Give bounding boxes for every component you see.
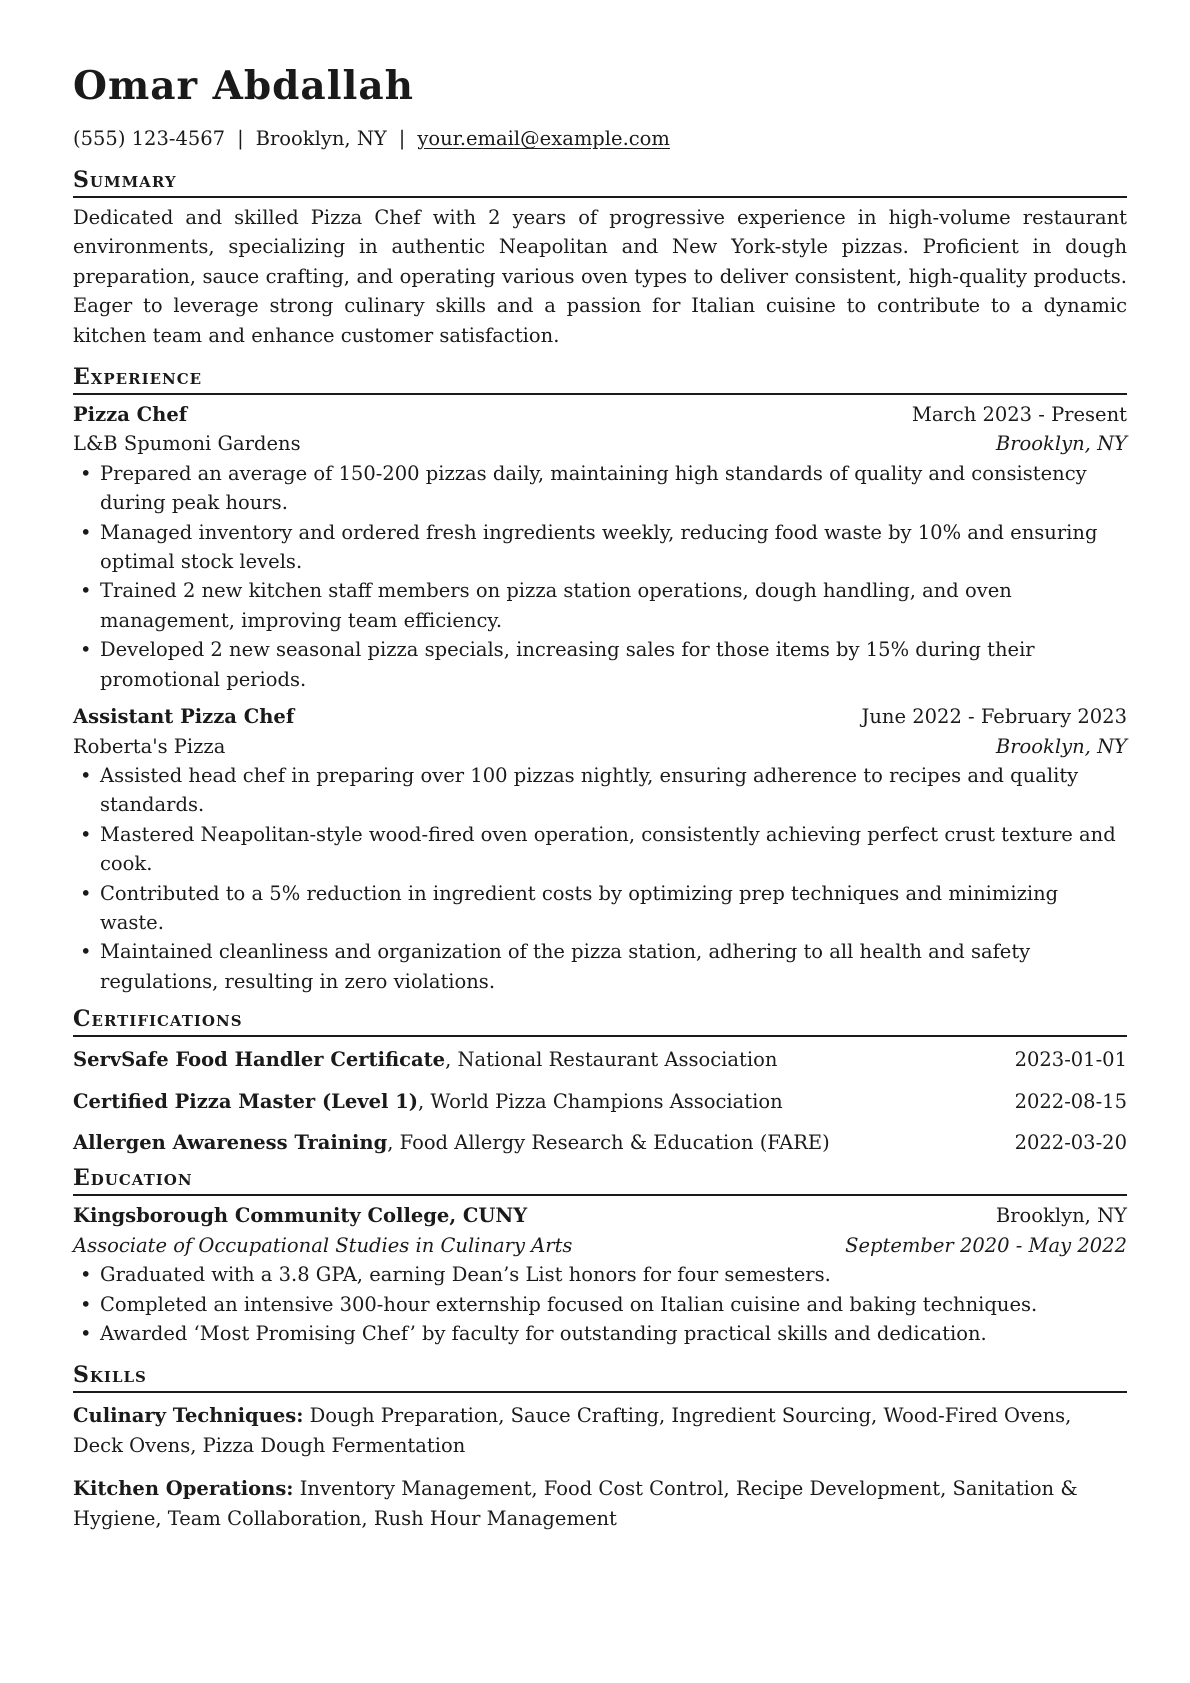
section-title-experience: Experience xyxy=(73,362,1127,395)
skill-group xyxy=(73,1401,1127,1460)
certification-name: Allergen Awareness Training xyxy=(73,1130,388,1154)
section-title-summary: Summary xyxy=(73,165,1127,198)
job-bullets xyxy=(73,761,1127,996)
certification-date: 2023-01-01 xyxy=(1014,1048,1127,1072)
job-dates: June 2022 - February 2023 xyxy=(861,705,1127,729)
certifications-section xyxy=(73,1004,1127,1157)
skill-group-text: Dough Preparation, Sauce Crafting, Ingredient Sourcing, Wood-Fired Ovens, Deck Ovens, Pizza Dough Fermentation xyxy=(73,1404,1072,1457)
job-subheader xyxy=(73,429,1127,458)
contact-line xyxy=(73,124,1127,153)
education-subheader xyxy=(73,1231,1127,1260)
bullet-item: • Awarded ‘Most Promising Chef’ by faculty for outstanding practical skills and dedication. xyxy=(73,1319,1127,1348)
certification-name: Certified Pizza Master (Level 1) xyxy=(73,1089,419,1113)
bullet-item: • Developed 2 new seasonal pizza specials, increasing sales for those items by 15% during their promotional periods. xyxy=(73,635,1127,694)
certification-date: 2022-08-15 xyxy=(1014,1089,1127,1113)
job-bullets xyxy=(73,459,1127,694)
certification-row xyxy=(73,1087,1127,1116)
certification-row xyxy=(73,1128,1127,1157)
education-dates: September 2020 - May 2022 xyxy=(845,1233,1127,1257)
skill-group-text: Inventory Management, Food Cost Control, Recipe Development, Sanitation & Hygiene, Team Collaboration, Rush Hour Management xyxy=(73,1477,1078,1530)
education-section xyxy=(73,1163,1127,1348)
education-bullets xyxy=(73,1260,1127,1348)
certification-date: 2022-03-20 xyxy=(1014,1130,1127,1154)
job-header xyxy=(73,400,1127,429)
bullet-item: • Completed an intensive 300-hour externship focused on Italian cuisine and baking techniques. xyxy=(73,1290,1127,1319)
school-location: Brooklyn, NY xyxy=(995,1204,1127,1228)
skill-group xyxy=(73,1474,1127,1533)
location: Brooklyn, NY xyxy=(255,127,387,150)
bullet-item: • Maintained cleanliness and organization of the pizza station, adhering to all health and safety regulations, resulting in zero violations. xyxy=(73,937,1127,996)
degree-name: Associate of Occupational Studies in Culinary Arts xyxy=(73,1233,573,1257)
job-entry xyxy=(73,400,1127,694)
bullet-item: • Assisted head chef in preparing over 100 pizzas nightly, ensuring adherence to recipes and quality standards. xyxy=(73,761,1127,820)
summary-text: Dedicated and skilled Pizza Chef with 2 years of progressive experience in high-volume restaurant environments, specializing in authentic Neapolitan and New York-style pizzas. Proficient in dough preparation, sauce crafting, and operating various oven types to deliver consistent, high-quality products. Eager to leverage strong culinary skills and a passion for Italian cuisine to contribute to a dynamic kitchen team and enhance customer satisfaction. xyxy=(73,206,1127,347)
resume-page xyxy=(73,52,1127,1547)
email-link[interactable]: your.email@example.com xyxy=(417,127,670,150)
education-header xyxy=(73,1201,1127,1230)
job-dates: March 2023 - Present xyxy=(911,403,1127,427)
certification-issuer: , World Pizza Champions Association xyxy=(418,1089,783,1113)
certification-issuer: , National Restaurant Association xyxy=(445,1048,778,1072)
school-name: Kingsborough Community College, CUNY xyxy=(73,1204,528,1228)
summary-section xyxy=(73,165,1127,350)
bullet-item: • Managed inventory and ordered fresh ingredients weekly, reducing food waste by 10% and ensuring optimal stock levels. xyxy=(73,518,1127,577)
bullet-item: • Prepared an average of 150-200 pizzas daily, maintaining high standards of quality and consistency during peak hours. xyxy=(73,459,1127,518)
contact-separator: | xyxy=(237,127,244,150)
experience-section xyxy=(73,362,1127,996)
job-entry xyxy=(73,702,1127,996)
skill-group-label: Kitchen Operations: xyxy=(73,1477,294,1501)
contact-separator: | xyxy=(398,127,406,150)
certification-row xyxy=(73,1045,1127,1074)
section-title-education: Education xyxy=(73,1163,1127,1196)
job-location: Brooklyn, NY xyxy=(995,734,1127,758)
bullet-item: • Graduated with a 3.8 GPA, earning Dean’s List honors for four semesters. xyxy=(73,1260,1127,1289)
job-title: Pizza Chef xyxy=(73,403,188,427)
job-subheader xyxy=(73,732,1127,761)
job-title: Assistant Pizza Chef xyxy=(73,705,295,729)
certification-issuer: , Food Allergy Research & Education (FARE) xyxy=(387,1130,830,1154)
bullet-item: • Trained 2 new kitchen staff members on pizza station operations, dough handling, and oven management, improving team efficiency. xyxy=(73,576,1127,635)
phone-number: (555) 123-4567 xyxy=(73,127,226,150)
skills-section xyxy=(73,1360,1127,1533)
bullet-item: • Mastered Neapolitan-style wood-fired oven operation, consistently achieving perfect crust texture and cook. xyxy=(73,820,1127,879)
certification-name: ServSafe Food Handler Certificate xyxy=(73,1048,446,1072)
company-name: Roberta's Pizza xyxy=(73,734,226,758)
company-name: L&B Spumoni Gardens xyxy=(73,432,301,456)
job-location: Brooklyn, NY xyxy=(995,432,1127,456)
candidate-name: Omar Abdallah xyxy=(73,63,414,109)
bullet-item: • Contributed to a 5% reduction in ingredient costs by optimizing prep techniques and minimizing waste. xyxy=(73,879,1127,938)
skill-group-label: Culinary Techniques: xyxy=(73,1404,304,1428)
section-title-skills: Skills xyxy=(73,1360,1127,1393)
job-header xyxy=(73,702,1127,731)
section-title-certifications: Certifications xyxy=(73,1004,1127,1037)
